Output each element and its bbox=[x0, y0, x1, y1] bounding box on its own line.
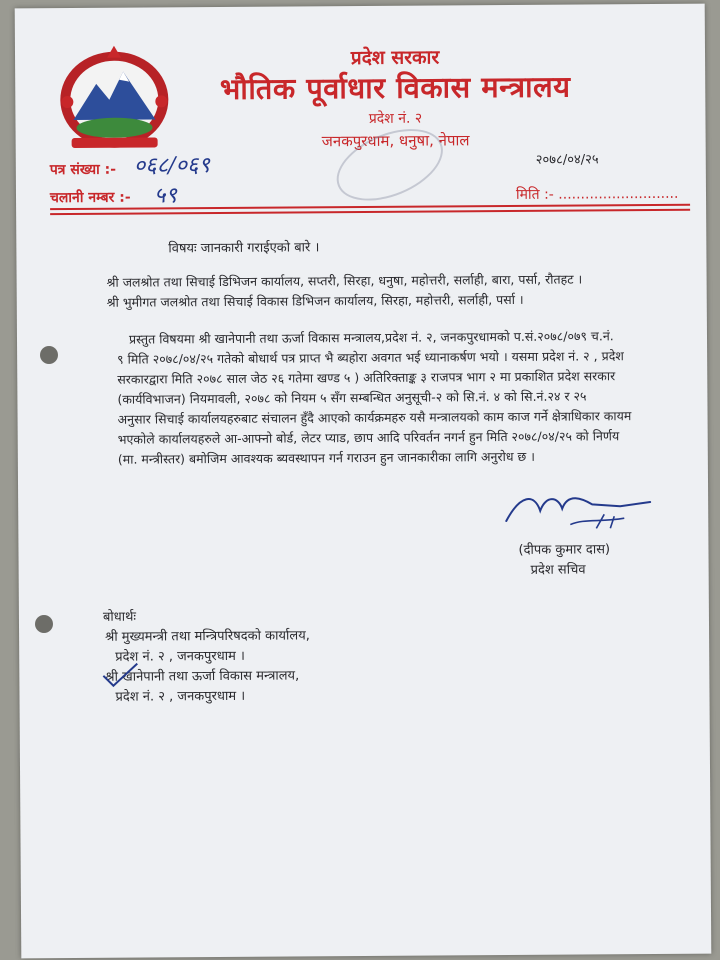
recipient-1: श्री जलश्रोत तथा सिचाई डिभिजन कार्यालय, सप्तरी, सिरहा, धनुषा, महोत्तरी, सर्लाही, बारा, पर्सा, रौतहट । bbox=[106, 271, 583, 290]
letter-paper bbox=[15, 4, 712, 959]
handwritten-signature bbox=[500, 484, 660, 535]
body-line-7: (मा. मन्त्रीस्तर) बमोजिम आवश्यक ब्यवस्थापन गर्न गराउन हुन जानकारीका लागि अनुरोध छ । bbox=[117, 448, 535, 467]
signatory-title: प्रदेश सचिव bbox=[530, 562, 586, 578]
header-rule-2 bbox=[50, 209, 690, 215]
signatory-name: (दीपक कुमार दास) bbox=[518, 542, 611, 558]
body-line-2: ९ मिति २०७८/०४/२५ गतेको बोधार्थ पत्र प्राप्त भै ब्यहोरा अवगत भई ध्यानाकर्षण भयो । यसमा प्रदेश नं. २ , प्रदेश bbox=[117, 348, 624, 367]
body-line-4: (कार्यविभाजन) नियमावली, २०७८ को नियम ५ सँग सम्बन्धित अनुसूची-२ को सि.नं. ४ को सि.नं.२४ र २५ bbox=[117, 388, 587, 407]
cc-line-3: श्री खानेपानी तथा ऊर्जा विकास मन्त्रालय, bbox=[105, 668, 300, 685]
miti-label: मिति :- ........................... bbox=[515, 185, 679, 203]
body-line-5: अनुसार सिचाई कार्यालयहरुबाट संचालन हुँदै आएको कार्यक्रमहरु यसै मन्त्रालयको काम काज गर्ने क्षेत्राधिकार कायम bbox=[117, 408, 632, 427]
punch-hole-1 bbox=[40, 346, 58, 364]
header-province: प्रदेश नं. २ bbox=[368, 110, 423, 127]
recipient-2: श्री भुमीगत जलश्रोत तथा सिचाई विकास डिभिजन कार्यालय, सिरहा, महोत्तरी, सर्लाही, पर्सा । bbox=[106, 291, 524, 310]
cc-line-1: श्री मुख्यमन्त्री तथा मन्त्रिपरिषदको कार्यालय, bbox=[105, 628, 310, 645]
body-line-6: भएकोले कार्यालयहरुले आ-आफ्नो बोर्ड, लेटर प्याड, छाप आदि परिवर्तन नगर्न हुन मिति २०७८/०४/२५ को निर्णय bbox=[117, 428, 620, 447]
patra-label: पत्र संख्या :- bbox=[49, 161, 117, 179]
header-line1: प्रदेश सरकार bbox=[350, 46, 440, 70]
ministry-title: भौतिक पूर्वाधार विकास मन्त्रालय bbox=[219, 69, 571, 106]
cc-line-2: प्रदेश नं. २ , जनकपुरधाम । bbox=[115, 648, 245, 665]
body-line-3: सरकारद्वारा मिति २०७८ साल जेठ २६ गतेमा खण्ड ५ ) अतिरिक्ताङ्क ३ राजपत्र भाग २ मा प्रकाशित प्रदेश सरकार bbox=[117, 368, 616, 387]
chalani-value: ५९ bbox=[153, 183, 177, 209]
subject-line: विषयः जानकारी गराईएको बारे । bbox=[168, 240, 320, 257]
bodhartha-label: बोधार्थः bbox=[102, 609, 137, 625]
tick-mark-icon bbox=[101, 660, 141, 690]
body-line-1: प्रस्तुत विषयमा श्री खानेपानी तथा ऊर्जा विकास मन्त्रालय,प्रदेश नं. २, जनकपुरधामको प.सं.२०७८/०७९ च.नं. bbox=[128, 328, 614, 347]
header-address: जनकपुरधाम, धनुषा, नेपाल bbox=[321, 131, 470, 151]
date-top: २०७८/०४/२५ bbox=[535, 152, 599, 168]
punch-hole-2 bbox=[35, 615, 53, 633]
cc-line-4: प्रदेश नं. २ , जनकपुरधाम । bbox=[115, 688, 246, 705]
chalani-label: चलानी नम्बर :- bbox=[49, 189, 131, 207]
patra-value: ०६८/०६९ bbox=[133, 153, 210, 179]
